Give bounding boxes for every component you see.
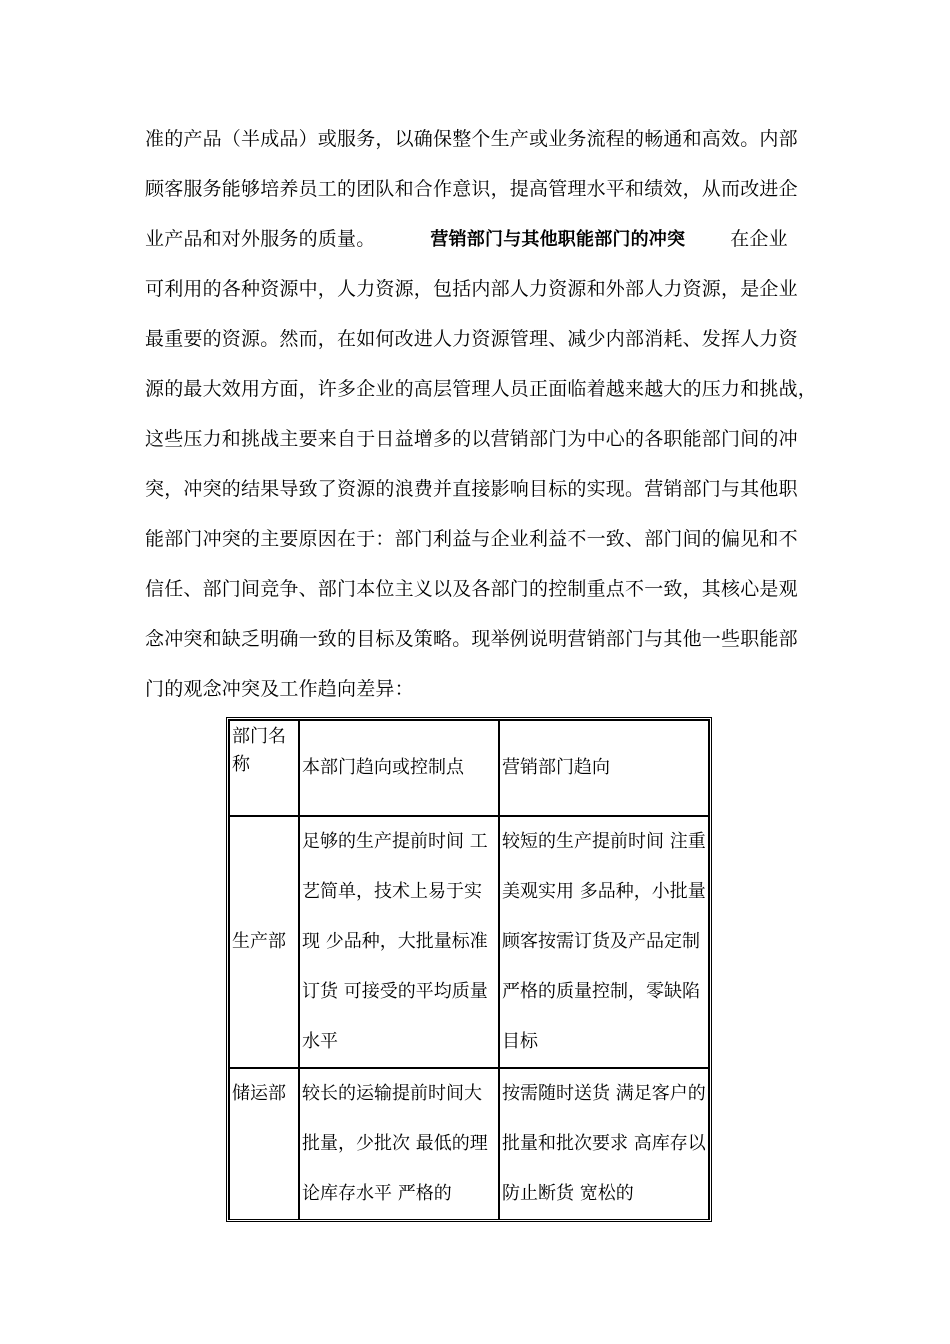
paragraph-line: 最重要的资源。然而，在如何改进人力资源管理、减少内部消耗、发挥人力资	[145, 328, 798, 350]
paragraph-line: 这些压力和挑战主要来自于日益增多的以营销部门为中心的各职能部门间的冲	[145, 428, 798, 450]
paragraph-line: 信任、部门间竞争、部门本位主义以及各部门的控制重点不一致，其核心是观	[145, 578, 798, 600]
own-orientation-cell: 较长的运输提前时间大批量，少批次 最低的理论库存水平 严格的	[299, 1068, 499, 1219]
paragraph-line: 准的产品（半成品）或服务，以确保整个生产或业务流程的畅通和高效。内部	[145, 128, 798, 150]
paragraph-line: 念冲突和缺乏明确一致的目标及策略。现举例说明营销部门与其他一些职能部	[145, 628, 798, 650]
table-row	[229, 816, 709, 1068]
table-header-row	[229, 720, 709, 816]
department-comparison-table	[226, 717, 712, 1222]
paragraph-line: 顾客服务能够培养员工的团队和合作意识，提高管理水平和绩效，从而改进企	[145, 178, 798, 200]
paragraph-line: 能部门冲突的主要原因在于：部门利益与企业利益不一致、部门间的偏见和不	[145, 528, 798, 550]
header-cell-department: 部门名称	[229, 720, 299, 816]
paragraph-line: 在企业	[730, 228, 788, 250]
header-cell-marketing-orientation: 营销部门趋向	[499, 720, 709, 816]
section-heading: 营销部门与其他职能部门的冲突	[430, 229, 686, 250]
paragraph-line-with-heading	[145, 226, 788, 253]
paragraph-line: 源的最大效用方面，许多企业的高层管理人员正面临着越来越大的压力和挑战，	[145, 378, 818, 400]
table-row	[229, 1068, 709, 1219]
marketing-orientation-cell: 按需随时送货 满足客户的批量和批次要求 高库存以防止断货 宽松的	[499, 1068, 709, 1219]
paragraph-line: 突，冲突的结果导致了资源的浪费并直接影响目标的实现。营销部门与其他职	[145, 478, 798, 500]
header-cell-own-orientation: 本部门趋向或控制点	[299, 720, 499, 816]
own-orientation-cell: 足够的生产提前时间 工艺简单，技术上易于实现 少品种，大批量标准订货 可接受的平均质量水平	[299, 816, 499, 1068]
marketing-orientation-cell: 较短的生产提前时间 注重美观实用 多品种，小批量 顾客按需订货及产品定制 严格的质量控制，零缺陷目标	[499, 816, 709, 1068]
dept-cell: 储运部	[229, 1068, 299, 1219]
paragraph-line: 业产品和对外服务的质量。	[145, 228, 376, 250]
paragraph-line: 可利用的各种资源中，人力资源，包括内部人力资源和外部人力资源，是企业	[145, 278, 798, 300]
dept-cell: 生产部	[229, 816, 299, 1068]
paragraph-line: 门的观念冲突及工作趋向差异：	[145, 678, 414, 700]
